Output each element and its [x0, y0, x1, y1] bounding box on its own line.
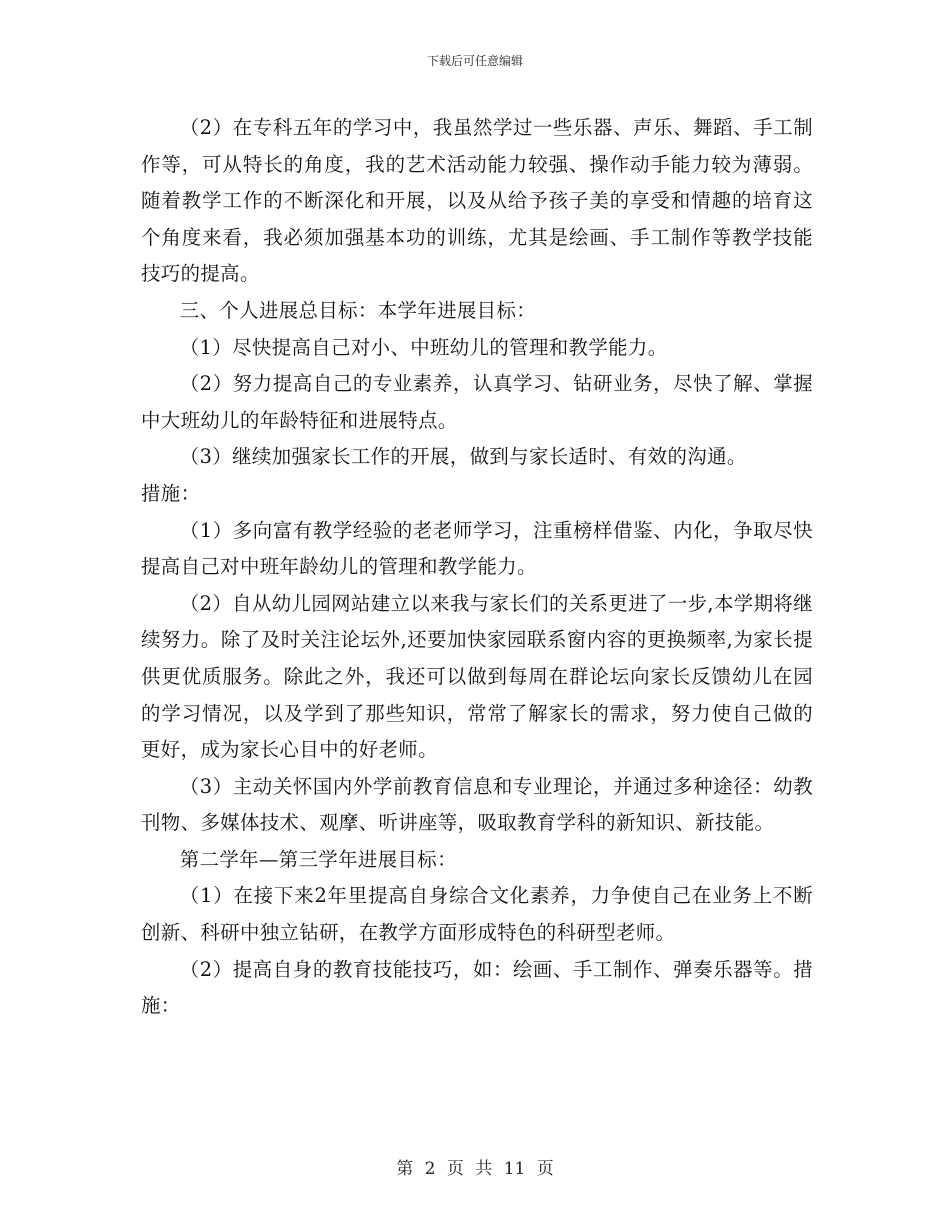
paragraph-goal-1: （1）尽快提高自己对小、中班幼儿的管理和教学能力。 — [179, 335, 668, 359]
paragraph-measure-3: （3）主动关怀国内外学前教育信息和专业理论，并通过多种途径：幼教刊物、多媒体技术、观摩、听讲座等，吸取教育学科的新知识、新技能。 — [141, 774, 813, 835]
paragraph-year-goal-1: （1）在接下来2年里提高自身综合文化素养，力争使自己在业务上不断创新、科研中独立钻研，在教学方面形成特色的科研型老师。 — [141, 884, 813, 945]
paragraph-skills-reflection: （2）在专科五年的学习中，我虽然学过一些乐器、声乐、舞蹈、手工制作等，可从特长的角度，我的艺术活动能力较强、操作动手能力较为薄弱。随着教学工作的不断深化和开展，以及从给予孩子美的享受和情趣的培育这个角度来看，我必须加强基本功的训练，尤其是绘画、手工制作等教学技能技巧的提高。 — [141, 116, 813, 286]
paragraph-year-two-three-heading: 第二学年—第三学年进展目标： — [179, 847, 457, 871]
paragraph-year-goal-2: （2）提高自身的教育技能技巧，如：绘画、手工制作、弹奏乐器等。措施： — [141, 957, 813, 1018]
paragraph-measures-label: 措施： — [141, 481, 201, 505]
paragraph-goal-2: （2）努力提高自己的专业素养，认真学习、钻研业务，尽快了解、掌握中大班幼儿的年龄特征和进展特点。 — [141, 372, 813, 432]
paragraph-measure-1: （1）多向富有教学经验的老老师学习，注重榜样借鉴、内化，争取尽快提高自己对中班年龄幼儿的管理和教学能力。 — [141, 518, 813, 579]
paragraph-goal-3: （3）继续加强家长工作的开展，做到与家长适时、有效的沟通。 — [179, 445, 747, 469]
paragraph-section-three-heading: 三、个人进展总目标：本学年进展目标： — [179, 298, 537, 322]
document-body — [141, 110, 813, 1025]
page-header: 下载后可任意编辑 — [426, 54, 523, 68]
page-footer: 第 2 页 共 11 页 — [396, 1159, 554, 1179]
paragraph-measure-2: （2）自从幼儿园网站建立以来我与家长们的关系更进了一步,本学期将继续努力。除了及时关注论坛外,还要加快家园联系窗内容的更换频率,为家长提供更优质服务。除此之外，我还可以做到每周在群论坛向家长反馈幼儿在园的学习情况，以及学到了那些知识，常常了解家长的需求，努力使自己做的更好，成为家长心目中的好老师。 — [141, 591, 813, 762]
